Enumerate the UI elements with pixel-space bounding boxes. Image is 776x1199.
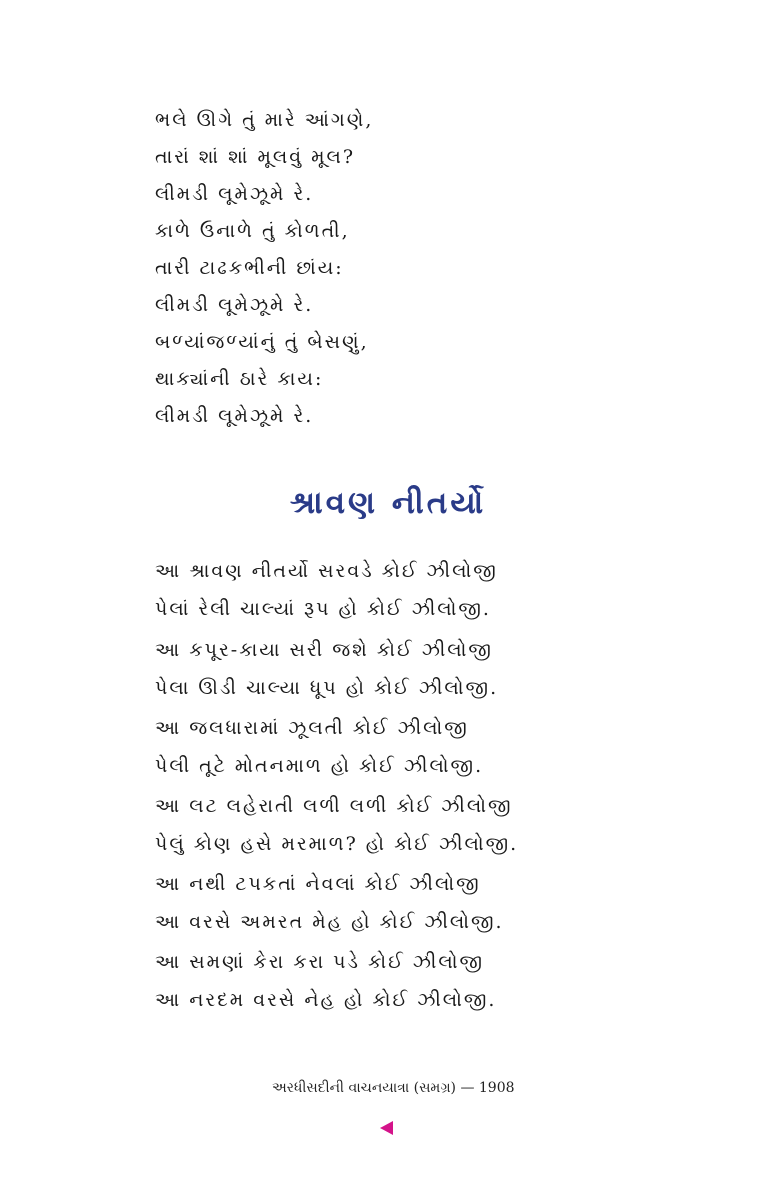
- previous-page-arrow-icon[interactable]: [380, 1121, 393, 1135]
- poem2-stanza-1: [155, 552, 498, 628]
- poem-title: શ્રાવણ નીતર્યો: [289, 485, 487, 521]
- poem-line: આ જલધારામાં ઝૂલતી કોઈ ઝીલોજી: [155, 717, 469, 739]
- poem-line: તારાં શાં શાં મૂલવું મૂલ?: [155, 146, 356, 168]
- poem2-stanza-3: [155, 709, 483, 785]
- poem-line: કાળે ઉનાળે તું કોળતી,: [155, 220, 350, 242]
- poem-line: આ નરદમ વરસે નેહ હો કોઈ ઝીલોજી.: [155, 989, 497, 1011]
- poem-line: લીમડી લૂમેઝૂમે રે.: [155, 405, 314, 427]
- poem-line: લીમડી લૂમેઝૂમે રે.: [155, 294, 314, 316]
- poem-line: થાક્યાંની ઠારે કાય:: [155, 368, 324, 390]
- poem1-stanza-3: [155, 324, 369, 435]
- poem1-stanza-2: [155, 213, 350, 324]
- poem-line: આ સમણાં કેરા કરા પડે કોઈ ઝીલોજી: [155, 951, 485, 973]
- poem2-stanza-5: [155, 865, 504, 941]
- poem2-stanza-4: [155, 787, 518, 863]
- poem-line: આ વરસે અમરત મેહ હો કોઈ ઝીલોજી.: [155, 911, 504, 933]
- poem1-stanza-1: [155, 102, 373, 213]
- poem-line: આ લટ લહેરાતી લળી લળી કોઈ ઝીલોજી: [155, 795, 513, 817]
- poem-line: બળ્યાંજળ્યાંનું તું બેસણું,: [155, 331, 369, 353]
- poem-line: ભલે ઊગે તું મારે આંગણે,: [155, 109, 374, 131]
- poem-line: આ કપૂર-કાયા સરી જશે કોઈ ઝીલોજી: [155, 639, 493, 661]
- poem-line: લીમડી લૂમેઝૂમે રે.: [155, 183, 314, 205]
- poem-line: પેલું કોણ હસે મરમાળ? હો કોઈ ઝીલોજી.: [155, 833, 519, 855]
- poem-line: પેલાં રેલી ચાલ્યાં રૂપ હો કોઈ ઝીલોજી.: [155, 598, 491, 620]
- poem-line: આ શ્રાવણ નીતર્યો સરવડે કોઈ ઝીલોજી: [155, 560, 498, 582]
- poem-line: પેલી તૂટે મોતનમાળ હો કોઈ ઝીલોજી.: [155, 755, 484, 777]
- poem-line: તારી ટાઢકભીની છાંય:: [155, 257, 344, 279]
- poem2-stanza-2: [155, 631, 498, 707]
- poem-line: પેલા ઊડી ચાલ્યા ધૂપ હો કોઈ ઝીલોજી.: [155, 677, 499, 699]
- poem2-stanza-6: [155, 943, 496, 1019]
- page-footer: અરધીસદીની વાચનયાત્રા (સમગ્ર) — 1908: [272, 1080, 515, 1096]
- poem-line: આ નથી ટપકતાં નેવલાં કોઈ ઝીલોજી: [155, 873, 481, 895]
